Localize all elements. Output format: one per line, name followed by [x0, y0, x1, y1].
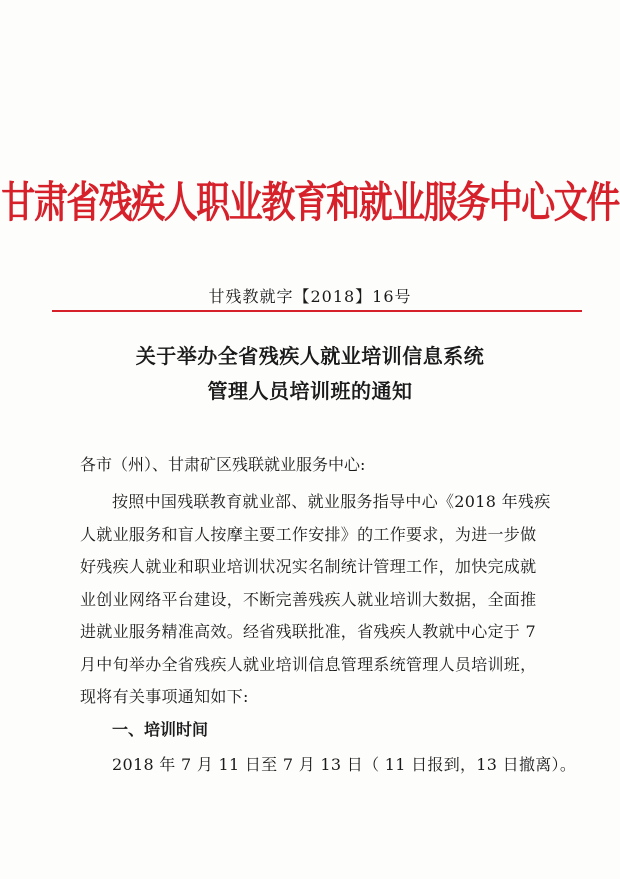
body-line-7: 现将有关事项通知如下: — [80, 687, 249, 706]
letterhead-title: 甘肃省残疾人职业教育和就业服务中心文件 — [1, 178, 619, 228]
red-divider — [52, 310, 582, 312]
section-heading-training-time: 一、培训时间 — [112, 720, 209, 739]
body-line-4: 业创业网络平台建设，不断完善残疾人就业培训大数据，全面推 — [80, 590, 537, 609]
body-line-3: 好残疾人就业和职业培训状况实名制统计管理工作，加快完成就 — [80, 557, 537, 576]
notice-title-line-1: 关于举办全省残疾人就业培训信息系统 — [135, 344, 485, 368]
document-number: 甘残教就字【2018】16号 — [208, 287, 412, 306]
body-line-1: 按照中国残联教育就业部、就业服务指导中心《2018 年残疾 — [112, 492, 551, 511]
body-line-2: 人就业服务和盲人按摩主要工作安排》的工作要求，为进一步做 — [80, 525, 537, 544]
body-line-6: 月中旬举办全省残疾人就业培训信息管理系统管理人员培训班， — [80, 655, 537, 674]
section-1-text: 2018 年 7 月 11 日至 7 月 13 日（ 11 日报到，13 日撤离）。 — [112, 755, 577, 774]
notice-title-line-2: 管理人员培训班的通知 — [207, 379, 413, 403]
body-line-5: 进就业服务精准高效。经省残联批准，省残疾人教就中心定于 7 — [80, 622, 536, 641]
salutation: 各市（州）、甘肃矿区残联就业服务中心: — [80, 455, 366, 474]
